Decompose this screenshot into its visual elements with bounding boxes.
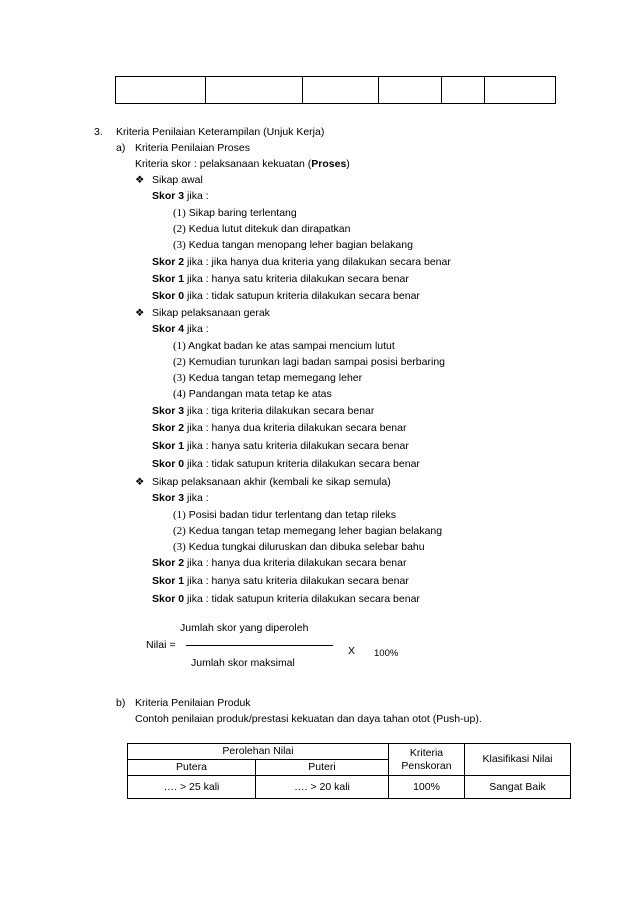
cell-puteri: …. > 20 kali bbox=[256, 776, 389, 799]
part-a-title: Kriteria Penilaian Proses bbox=[135, 142, 250, 154]
part-b-title: Kriteria Penilaian Produk bbox=[135, 697, 251, 709]
criterion-item: (3) Kedua tungkai diluruskan dan dibuka selebar bahu bbox=[173, 541, 425, 553]
score-line: Skor 2 jika : hanya dua kriteria dilakukan secara benar bbox=[152, 422, 407, 434]
table-cell bbox=[442, 77, 485, 104]
formula-percent: 100% bbox=[374, 648, 399, 659]
header-perolehan: Perolehan Nilai bbox=[128, 744, 389, 760]
criterion-item: (1) Posisi badan tidur terlentang dan tetap rileks bbox=[173, 509, 396, 521]
part-a-letter: a) bbox=[116, 142, 126, 154]
criterion-item: (1) Sikap baring terlentang bbox=[173, 207, 297, 219]
score-line: Skor 2 jika : hanya dua kriteria dilakukan secara benar bbox=[152, 557, 407, 569]
group-bullet-icon: ❖ bbox=[135, 476, 145, 488]
product-score-table bbox=[127, 743, 571, 799]
header-puteri: Puteri bbox=[256, 760, 389, 776]
table-cell bbox=[206, 77, 303, 104]
criterion-item: (1) Angkat badan ke atas sampai mencium lutut bbox=[173, 340, 395, 352]
cell-putera: …. > 25 kali bbox=[128, 776, 256, 799]
formula-numerator: Jumlah skor yang diperoleh bbox=[180, 622, 309, 634]
section-title: Kriteria Penilaian Keterampilan (Unjuk Kerja) bbox=[116, 126, 325, 138]
score-line: Skor 2 jika : jika hanya dua kriteria yang dilakukan secara benar bbox=[152, 256, 451, 268]
score-line: Skor 1 jika : hanya satu kriteria dilakukan secara benar bbox=[152, 440, 409, 452]
fraction-line bbox=[186, 645, 333, 646]
formula-denominator: Jumlah skor maksimal bbox=[191, 657, 295, 669]
criterion-item: (2) Kemudian turunkan lagi badan sampai posisi berbaring bbox=[173, 356, 445, 368]
score-line: Skor 0 jika : tidak satupun kriteria dilakukan secara benar bbox=[152, 290, 420, 302]
score-line: Skor 0 jika : tidak satupun kriteria dilakukan secara benar bbox=[152, 593, 420, 605]
score-line: Skor 3 jika : tiga kriteria dilakukan secara benar bbox=[152, 405, 375, 417]
score-line: Skor 0 jika : tidak satupun kriteria dilakukan secara benar bbox=[152, 458, 420, 470]
group-title: Sikap pelaksanaan akhir (kembali ke sikap semula) bbox=[152, 476, 391, 488]
table-cell bbox=[485, 77, 556, 104]
formula-label: Nilai = bbox=[146, 639, 176, 651]
table-cell bbox=[303, 77, 379, 104]
cell-klasifikasi: Sangat Baik bbox=[465, 776, 571, 799]
header-putera: Putera bbox=[128, 760, 256, 776]
criterion-item: (2) Kedua lutut ditekuk dan dirapatkan bbox=[173, 223, 351, 235]
part-b-description: Contoh penilaian produk/prestasi kekuatan dan daya tahan otot (Push-up). bbox=[135, 713, 482, 725]
header-klasifikasi: Klasifikasi Nilai bbox=[465, 744, 571, 776]
criterion-item: (2) Kedua tangan tetap memegang leher bagian belakang bbox=[173, 525, 443, 537]
table-cell bbox=[379, 77, 442, 104]
group-bullet-icon: ❖ bbox=[135, 307, 145, 319]
part-a-subtitle: Kriteria skor : pelaksanaan kekuatan (Proses) bbox=[135, 158, 350, 170]
table-cell bbox=[116, 77, 206, 104]
top-score-line: Skor 4 jika : bbox=[152, 323, 209, 335]
cell-kriteria: 100% bbox=[389, 776, 465, 799]
criterion-item: (3) Kedua tangan tetap memegang leher bbox=[173, 372, 363, 384]
group-title: Sikap awal bbox=[152, 174, 203, 186]
part-b-letter: b) bbox=[116, 697, 126, 709]
score-line: Skor 1 jika : hanya satu kriteria dilakukan secara benar bbox=[152, 575, 409, 587]
section-number: 3. bbox=[94, 126, 103, 138]
top-score-line: Skor 3 jika : bbox=[152, 492, 209, 504]
group-title: Sikap pelaksanaan gerak bbox=[152, 307, 270, 319]
top-score-line: Skor 3 jika : bbox=[152, 190, 209, 202]
score-line: Skor 1 jika : hanya satu kriteria dilakukan secara benar bbox=[152, 273, 409, 285]
top-empty-table bbox=[115, 76, 556, 104]
criterion-item: (4) Pandangan mata tetap ke atas bbox=[173, 388, 332, 400]
table-row bbox=[128, 776, 571, 799]
group-bullet-icon: ❖ bbox=[135, 174, 145, 186]
formula-times: X bbox=[348, 645, 356, 657]
criterion-item: (3) Kedua tangan menopang leher bagian belakang bbox=[173, 239, 413, 251]
header-kriteria: Kriteria Penskoran bbox=[389, 744, 465, 776]
